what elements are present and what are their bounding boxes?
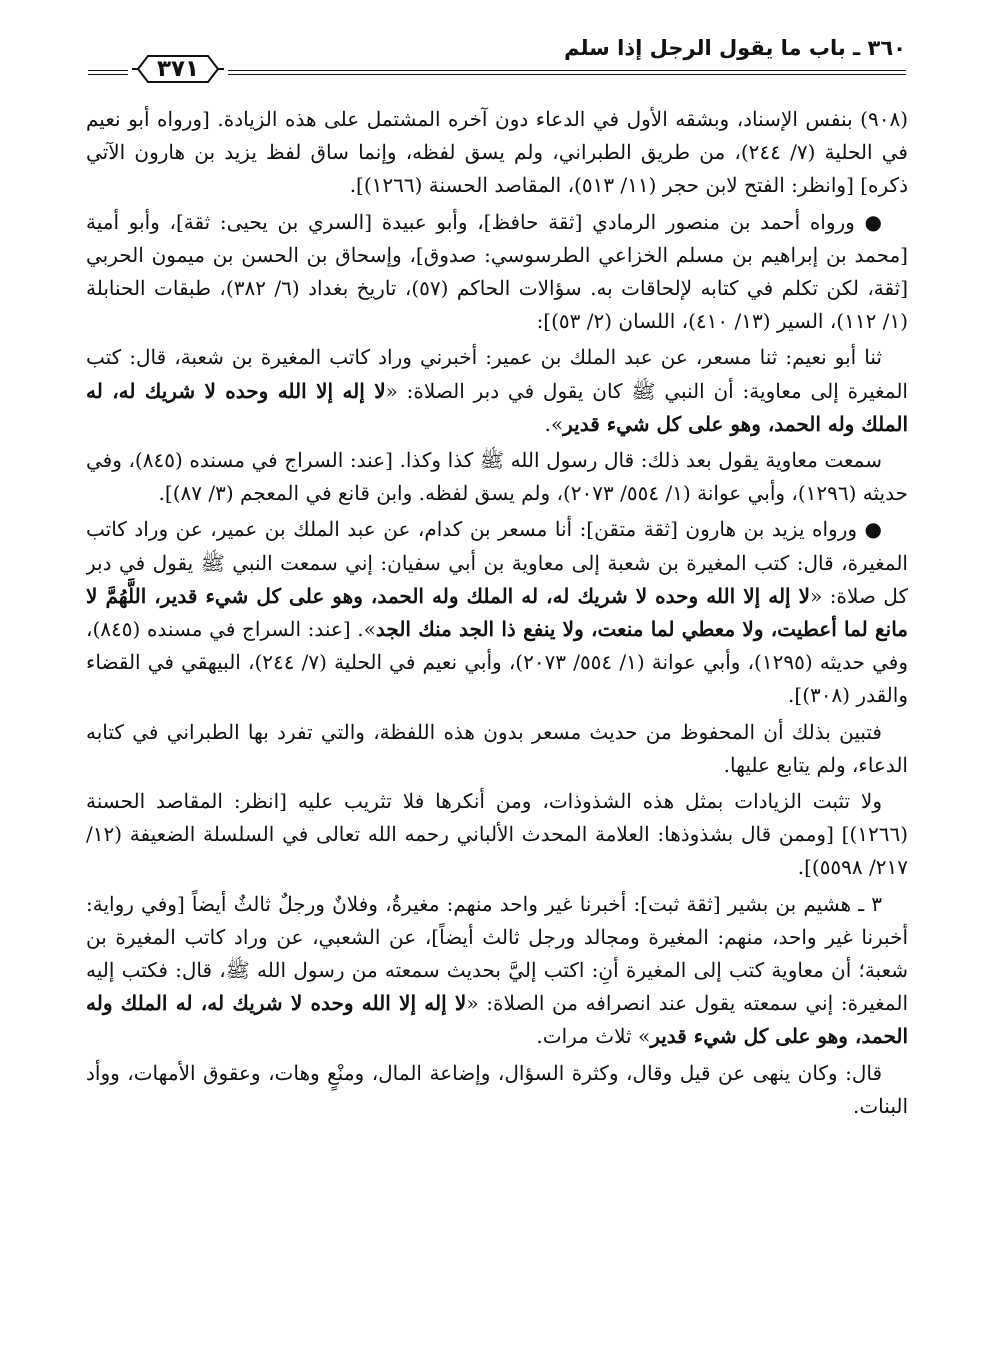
paragraph (86, 716, 908, 782)
paragraph (86, 1057, 908, 1123)
text-segment: سمعت معاوية يقول بعد ذلك: قال رسول الله ﷺ كذا وكذا. [عند: السراج في مسنده (٨٤٥)، وفي حديثه (١٢٩٦)، وأبي عوانة (١/ ٥٥٤/ ٢٠٧٣)، ولم يسق لفظه. وابن قانع في المعجم (٣/ ٨٧)]. (86, 448, 908, 506)
body-text (86, 103, 908, 1323)
bold-text-segment: لا إله إلا الله وحده لا شريك له، له الملك وله الحمد، وهو على كل شيء قدير (86, 991, 908, 1049)
text-segment: (٩٠٨) بنفس الإسناد، وبشقه الأول في الدعاء دون آخره المشتمل على هذه الزيادة. [ورواه أبو نعيم في الحلية (٧/ ٢٤٤)، من طريق الطبراني، ولم يسق لفظه، وإنما ساق لفظ يزيد بن هارون الآتي ذكره] [وانظر: الفتح لابن حجر (١١/ ٥١٣)، المقاصد الحسنة (١٢٦٦)]. (86, 107, 908, 198)
paragraph (86, 785, 908, 885)
text-segment: ». (544, 411, 564, 436)
paragraph (86, 888, 908, 1054)
text-segment: ثنا أبو نعيم: ثنا مسعر، عن عبد الملك بن عمير: أخبرني وراد كاتب المغيرة بن شعبة، قال: كتب المغيرة إلى معاوية: أن النبي ﷺ كان يقول في دبر الصلاة: « (86, 345, 908, 403)
text-segment: ولا تثبت الزيادات بمثل هذه الشذوذات، ومن أنكرها فلا تثريب عليه [انظر: المقاصد الحسنة (١٢٦٦)] [وممن قال بشذوذها: العلامة المحدث الألباني رحمه الله تعالى في السلسلة الضعيفة (١٢/ ٢١٧/ ٥٥٩٨)]. (86, 789, 908, 880)
paragraph (86, 206, 908, 339)
paragraph (86, 513, 908, 712)
paragraph (86, 444, 908, 510)
bold-text-segment: لا إله إلا الله وحده لا شريك له، له الملك وله الحمد، وهو على كل شيء قدير (86, 378, 908, 436)
text-segment: » ثلاث مرات. (536, 1024, 651, 1049)
paragraph (86, 103, 908, 203)
text-segment: ٣ ـ هشيم بن بشير [ثقة ثبت]: أخبرنا غير واحد منهم: مغيرةُ، وفلانٌ ورجلٌ ثالثٌ أيضاً [وفي رواية: أخبرنا غير واحد، منهم: المغيرة ومجالد ورجل ثالث أيضاً]، عن الشعبي، عن وراد كاتب المغيرة بن شعبة؛ أن معاوية كتب إلى المغيرة أنِ: اكتب إليَّ بحديث سمعته من رسول الله ﷺ، قال: فكتب إليه المغيرة: إني سمعته يقول عند انصرافه من الصلاة: « (86, 891, 908, 1016)
text-segment: ● ورواه يزيد بن هارون [ثقة متقن]: أنا مسعر بن كدام، عن عبد الملك بن عمير، عن وراد كاتب المغيرة، قال: كتب المغيرة بن شعبة إلى معاوية بن أبي سفيان: إني سمعت النبي ﷺ يقول في دبر كل صلاة: « (86, 517, 908, 608)
bold-text-segment: لا إله إلا الله وحده لا شريك له، له الملك وله الحمد، وهو على كل شيء قدير، اللَّهُمَّ لا مانع لما أعطيت، ولا معطي لما منعت، ولا ينفع ذا الجد منك الجد (86, 583, 908, 642)
page-number-badge (128, 50, 228, 88)
text-segment: ». [عند: السراج في مسنده (٨٤٥)، وفي حديثه (١٢٩٥)، وأبي عوانة (١/ ٥٥٤/ ٢٠٧٣)، وأبي نعيم في الحلية (٧/ ٢٤٤)، البيهقي في القضاء والقدر (٣٠٨)]. (86, 617, 908, 708)
text-segment: فتبين بذلك أن المحفوظ من حديث مسعر بدون هذه اللفظة، والتي تفرد بها الطبراني في كتابه الدعاء، ولم يتابع عليها. (86, 719, 908, 777)
chapter-title: ٣٦٠ ـ باب ما يقول الرجل إذا سلم (564, 36, 906, 60)
page-header (88, 28, 906, 90)
paragraph (86, 341, 908, 441)
text-segment: ● ورواه أحمد بن منصور الرمادي [ثقة حافظ]، وأبو عبيدة [السري بن يحيى: ثقة]، وأبو أمية [محمد بن إبراهيم بن مسلم الخزاعي الطرسوسي: صدوق]، وإسحاق بن الحسن بن ميمون الحربي [ثقة، لكن تكلم في كتابه لإلحاقات به. سؤالات الحاكم (٥٧)، تاريخ بغداد (٦/ ٣٨٢)، طبقات الحنابلة (١/ ١١٢)، السير (١٣/ ٤١٠)، اللسان (٢/ ٥٣)]: (86, 209, 908, 334)
page-number: ٣٧١ (156, 56, 200, 82)
text-segment: قال: وكان ينهى عن قيل وقال، وكثرة السؤال، وإضاعة المال، ومنْعٍ وهات، وعقوق الأمهات، ووأد البنات. (86, 1060, 908, 1118)
